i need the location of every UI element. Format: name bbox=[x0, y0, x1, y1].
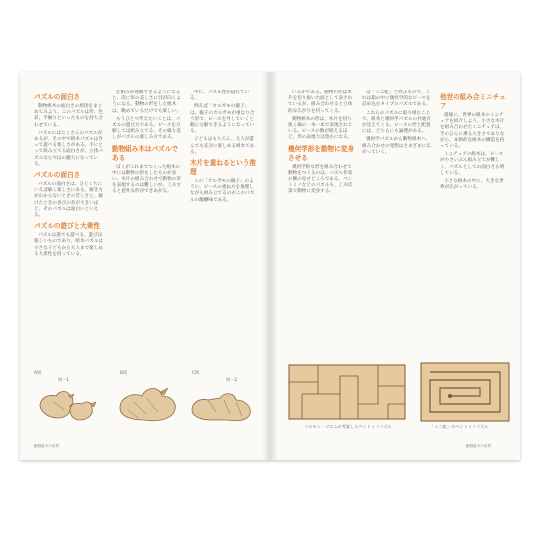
right-text-column-1 bbox=[288, 90, 354, 408]
paragraph: パズルは誰でも遊べる。遊びは楽しいものであり、組木パズルは小さな子どもから大人まで楽しめる大衆性を持っている。 bbox=[34, 233, 103, 257]
paragraph: 最後に、世界の組木のミニチュアを紹介しよう。小さな木片を組み合わせたミニチュアは、手のひらに乗る大きさでありながら、本格的な組木の構造を持っている。 bbox=[440, 113, 505, 150]
paragraph: 小さな組木の中に、大きな世界が広がっている。 bbox=[440, 179, 504, 191]
animal-figure bbox=[186, 382, 258, 428]
paragraph: パズルにはたくさんのパズルがあるが、その中で組木パズルは作って遊べる楽しさがある。手にとって組み立てる面白さが、立体パズルならではの魅力になっている。 bbox=[34, 130, 103, 167]
paragraph: 子どもはもちろん、大人が遊んでも充分に楽しめる組木である。 bbox=[190, 137, 255, 155]
paragraph: 幾何学的な形を組み合わせて動物をつくるのは、パズル作家の腕の見せどころである。ベントミノなどのパズルも、工夫次第で動物に変身する。 bbox=[288, 164, 353, 195]
right-footer: 動物組木の世界 bbox=[466, 444, 492, 448]
mini-snake-pentomino-figure bbox=[420, 362, 510, 422]
paragraph: 中に、パズル性が隠れている。 bbox=[190, 90, 250, 102]
mini-snake-caption: 「ミニ蛇」のペントミノパズル bbox=[430, 424, 489, 429]
left-page bbox=[20, 72, 270, 460]
left-text-column-1 bbox=[34, 90, 104, 408]
left-text-column-2 bbox=[112, 90, 182, 408]
pentomino-caption: ソロモン・ゴロムが考案したペントミノパズル bbox=[304, 424, 392, 429]
paragraph: いるかである。動物の形は木片を切り抜いた面として表されているが、組み合わせると立体的な広がりを持ってくる。 bbox=[288, 90, 353, 114]
paragraph: ミニチュアの組木は、ピースが小さいぶん組み立てが難しく、パズルとしての面白さも増している。 bbox=[440, 152, 505, 176]
paragraph: 例えば「カルガモの親子」は、親子のカルガモが重なり合う形で、ピースを外していくと順に分解できるようになっている。 bbox=[190, 104, 255, 135]
heading-stacking-reasoning: 木片を重ねるという推理 bbox=[190, 159, 256, 177]
heading-puzzle-fun-2: パズルの面白さ bbox=[34, 171, 81, 180]
paragraph: この「カルガモの親子」のように、ピースの重ね方を推理しながら組み立てるのがこのパズルの醍醐味である。 bbox=[190, 179, 255, 203]
heading-geometry-to-animals: 幾何学形を動物に変身させる bbox=[288, 144, 354, 162]
bird-figure bbox=[116, 378, 184, 428]
paragraph: 幾何学パズルから動物組木へ、組み合わせの発想はさまざまに広がっていく。 bbox=[362, 137, 431, 155]
heading-miniature: 他世の組み合ミニチュア bbox=[440, 93, 506, 110]
figure-sublabel-1: 図一1 bbox=[58, 377, 70, 382]
paragraph: もうひとつ考えたいことは、パズルの遊び方である。ピースを分解しては組み立てる、その繰り返しがパズルの楽しみ方である。 bbox=[112, 116, 181, 141]
right-page bbox=[270, 72, 520, 460]
paragraph: は「ミニ蛇」と呼ぶもので、これは箱の中に幾何学的なピースを詰め込むタイプのパズルである。 bbox=[362, 90, 431, 108]
figure-label-c: C図 bbox=[192, 370, 200, 375]
heading-play-and-popularity: パズルの遊びと大衆性 bbox=[34, 222, 100, 231]
heading-animal-kumiki-puzzle: 動物組み木はパズルである bbox=[112, 144, 178, 162]
left-text-column-3 bbox=[190, 90, 256, 408]
paragraph: これらのパズルに取り組むことで、組木と幾何学パズルの共通点が見えてくる。ピースの形と配置には、どちらにも論理がある。 bbox=[362, 110, 431, 135]
left-footer: 動物組木の世界 bbox=[34, 444, 60, 448]
pentomino-puzzle-figure bbox=[288, 364, 406, 420]
figure-label-a: A図 bbox=[34, 370, 42, 375]
book-spread bbox=[20, 72, 520, 460]
figure-label-b: B図 bbox=[120, 370, 128, 375]
right-text-column-3 bbox=[440, 90, 506, 408]
paragraph: ぼくがこれまでつくった組木の中には動物の形をしたものが多い。木片の組み合わせで動物の形を表現するのは難しいが、工夫すると意外な形ができあがる。 bbox=[112, 164, 181, 195]
paragraph: 動物組木の形は、木片を切り抜く線の一本一本で表現されている。ピースの数が増えるほど、形の表現力は豊かになる。 bbox=[288, 116, 353, 141]
paragraph: 仕組みが理解できるようになると、次に形の美しさに目が向くようになる。動物の形をした組木は、眺めているだけでも楽しい。 bbox=[112, 90, 181, 114]
heading-puzzle-fun: パズルの面白さ bbox=[34, 93, 81, 101]
paragraph: 動物組木の面白さの原因をまとめてみよう。このパズルは形、色彩、手触りといったものを持ち合わせている。 bbox=[34, 104, 103, 128]
figure-sublabel-2: 図一2 bbox=[226, 377, 238, 382]
paragraph: パズルの面白さは、ひとくちにいえば解く楽しさにある。解き方がわからないときの苦しさと、解けたときの喜びの差が大きいほど、そのパズルは面白いといえる。 bbox=[34, 182, 103, 219]
right-text-column-2 bbox=[362, 90, 432, 408]
duck-pair-figure bbox=[34, 380, 100, 426]
